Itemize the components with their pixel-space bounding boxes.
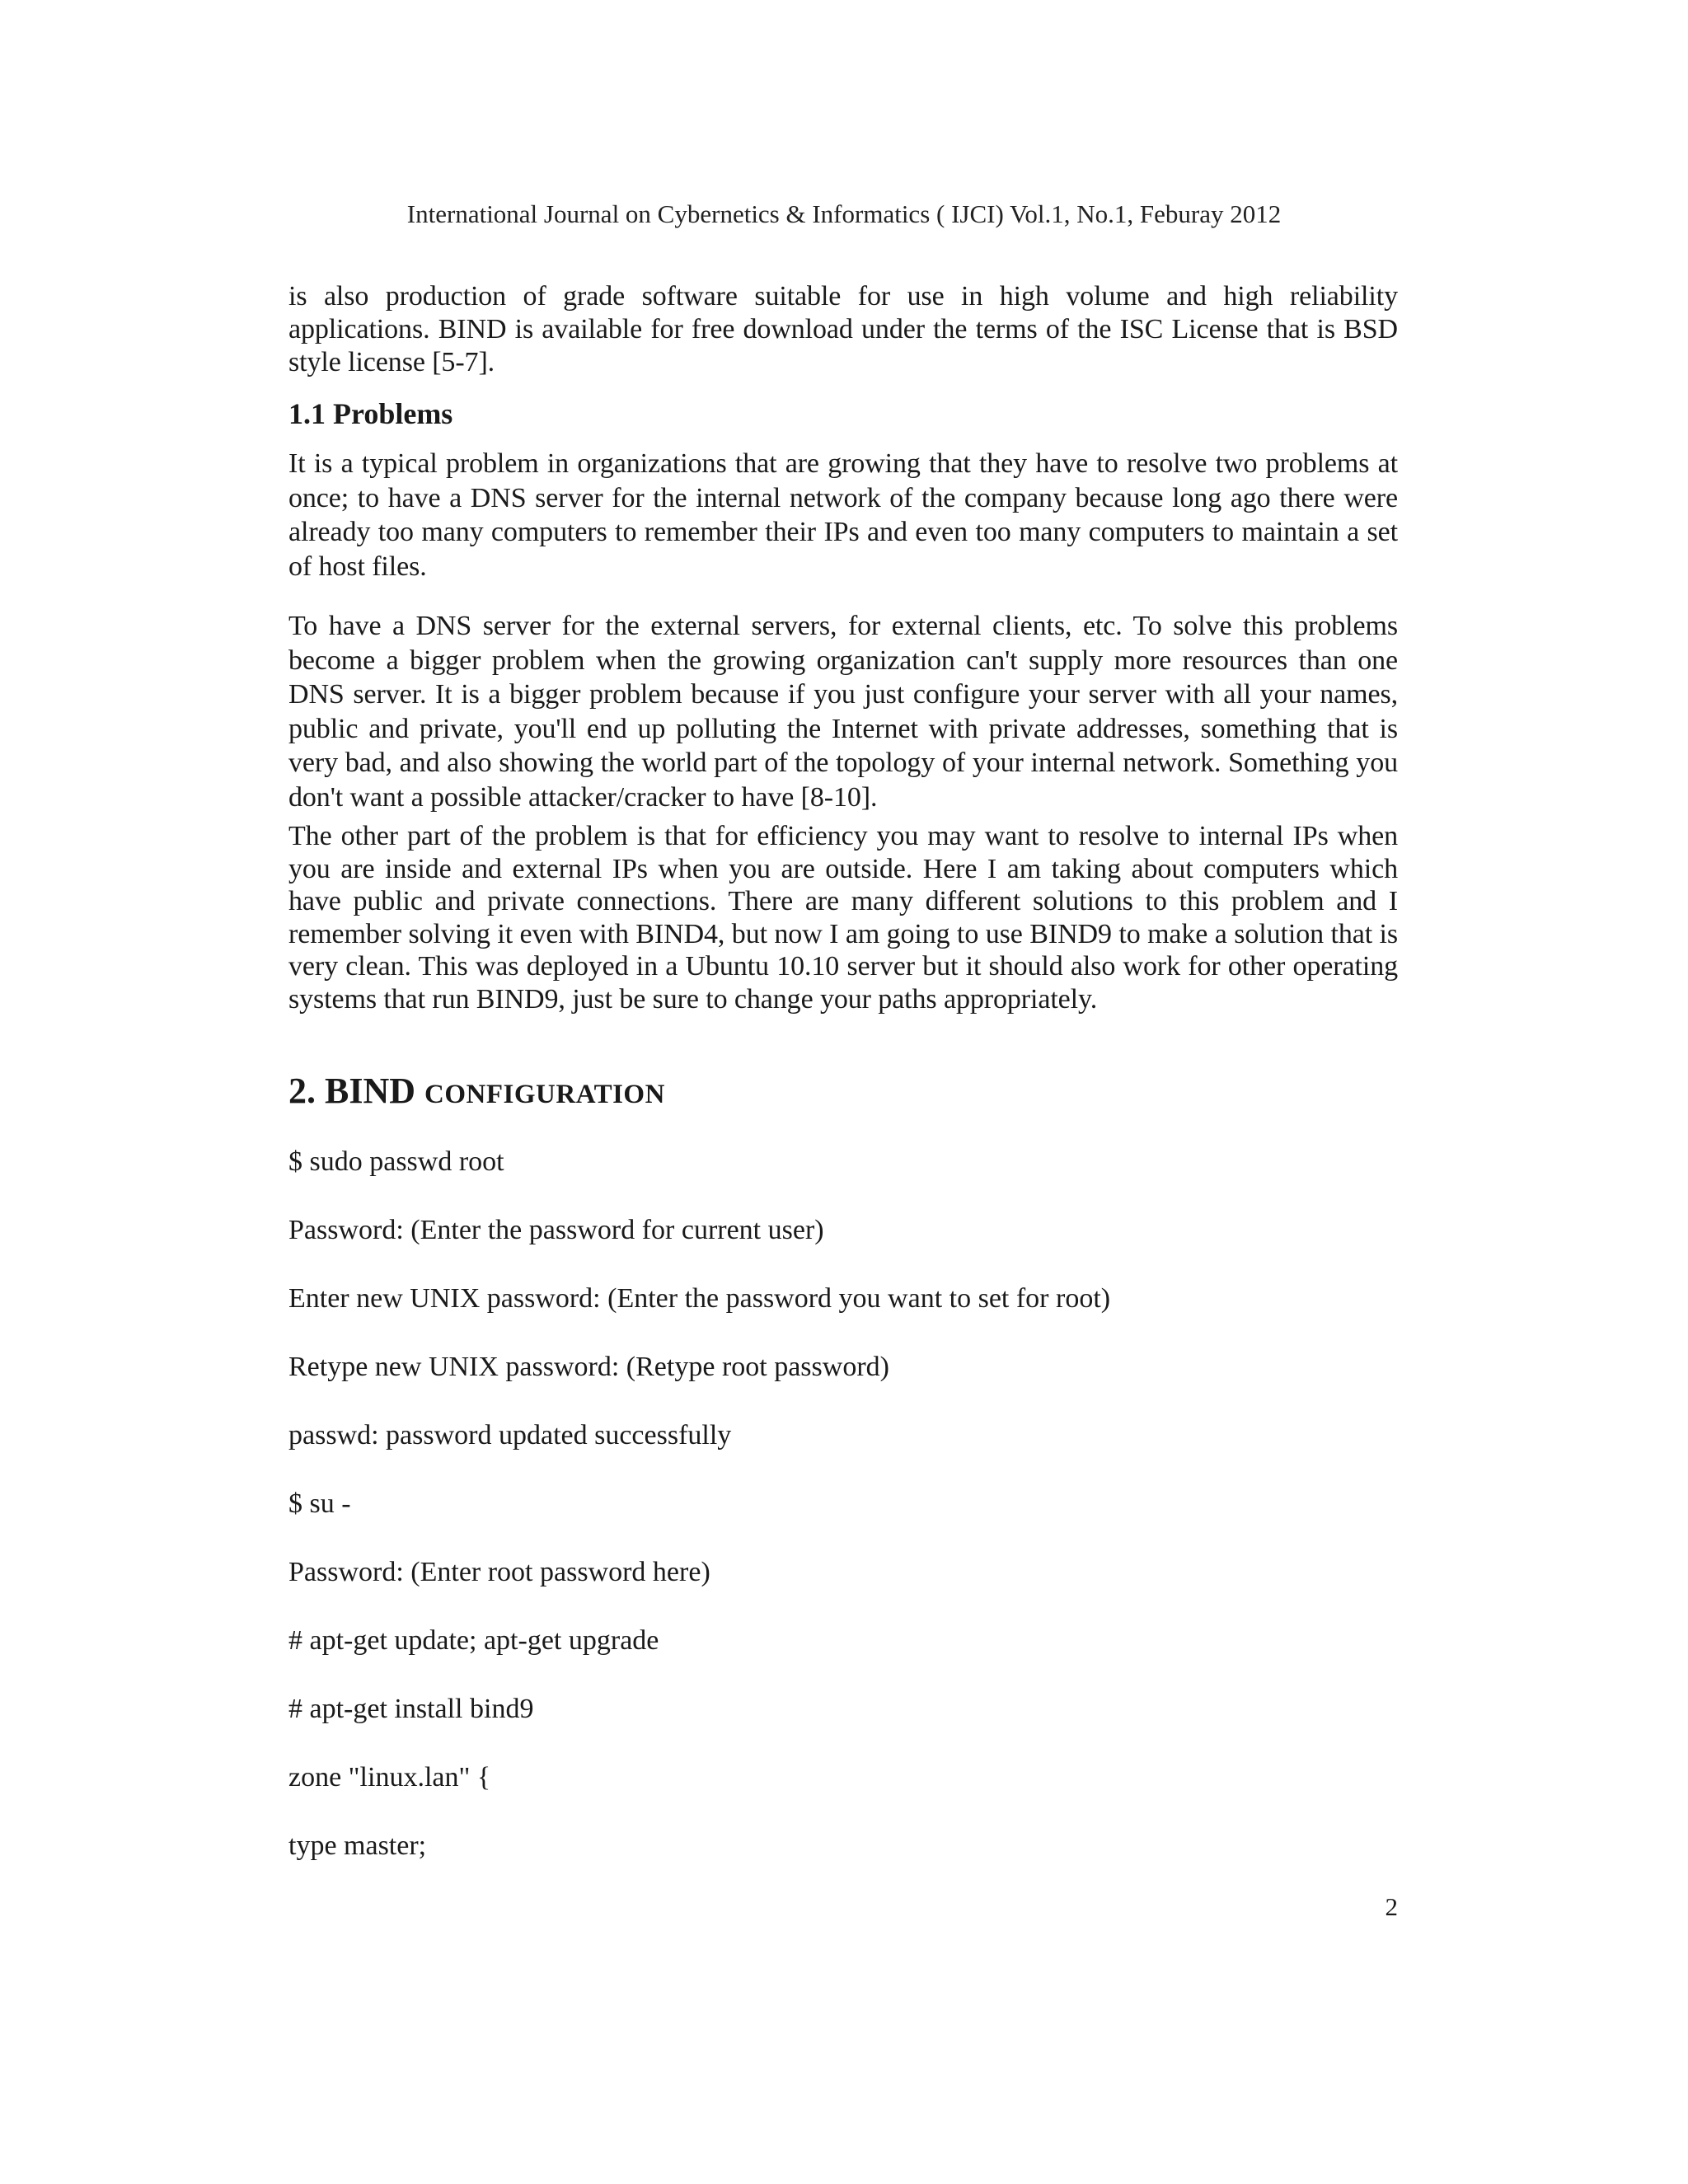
command-line: $ sudo passwd root <box>288 1146 504 1177</box>
command-line: type master; <box>288 1830 427 1861</box>
section-heading-bind-configuration <box>288 1070 665 1116</box>
problems-paragraph-2: To have a DNS server for the external servers, for external clients, etc. To solve this problems become a bigger problem when the growing organization can't supply more resources than one DNS server. It is a bigger problem because if you just configure your server with all your names, public and private, you'll end up polluting the Internet with private addresses, something that is very bad, and also showing the world part of the topology of your internal network. Something you don't want a possible attacker/cracker to have [8-10]. <box>288 611 1398 813</box>
intro-paragraph: is also production of grade software suitable for use in high volume and high reliability applications. BIND is available for free download under the terms of the ISC License that is BSD style license [5-7]. <box>288 281 1398 377</box>
command-line: Retype new UNIX password: (Retype root password) <box>288 1352 889 1382</box>
command-line: Enter new UNIX password: (Enter the password you want to set for root) <box>288 1283 1111 1314</box>
problems-paragraph-1: It is a typical problem in organizations that are growing that they have to resolve two problems at once; to have a DNS server for the internal network of the company because long ago there were already too many computers to remember their IPs and even too many computers to maintain a set of host files. <box>288 448 1398 582</box>
running-header: International Journal on Cybernetics & Informatics ( IJCI) Vol.1, No.1, Feburay 2012 <box>406 199 1282 228</box>
command-line: passwd: password updated successfully <box>288 1420 732 1451</box>
problems-paragraph-3: The other part of the problem is that for efficiency you may want to resolve to internal IPs when you are inside and external IPs when you are outside. Here I am taking about computers which have public and private connections. There are many different solutions to this problem and I remember solving it even with BIND4, but now I am going to use BIND9 to make a solution that is very clean. This was deployed in a Ubuntu 10.10 server but it should also work for other operating systems that run BIND9, just be sure to change your paths appropriately. <box>288 821 1398 1015</box>
command-line: zone "linux.lan" { <box>288 1762 491 1793</box>
command-line: # apt-get update; apt-get upgrade <box>288 1625 659 1656</box>
command-line: $ su - <box>288 1488 351 1519</box>
section-heading-number: 2. BIND <box>288 1071 425 1111</box>
command-line: Password: (Enter root password here) <box>288 1557 710 1587</box>
section-heading-problems: 1.1 Problems <box>288 397 453 430</box>
command-line: Password: (Enter the password for current user) <box>288 1215 824 1245</box>
section-heading-smallcaps: CONFIGURATION <box>424 1080 665 1109</box>
page-number: 2 <box>1385 1892 1398 1921</box>
command-line: # apt-get install bind9 <box>288 1694 534 1724</box>
